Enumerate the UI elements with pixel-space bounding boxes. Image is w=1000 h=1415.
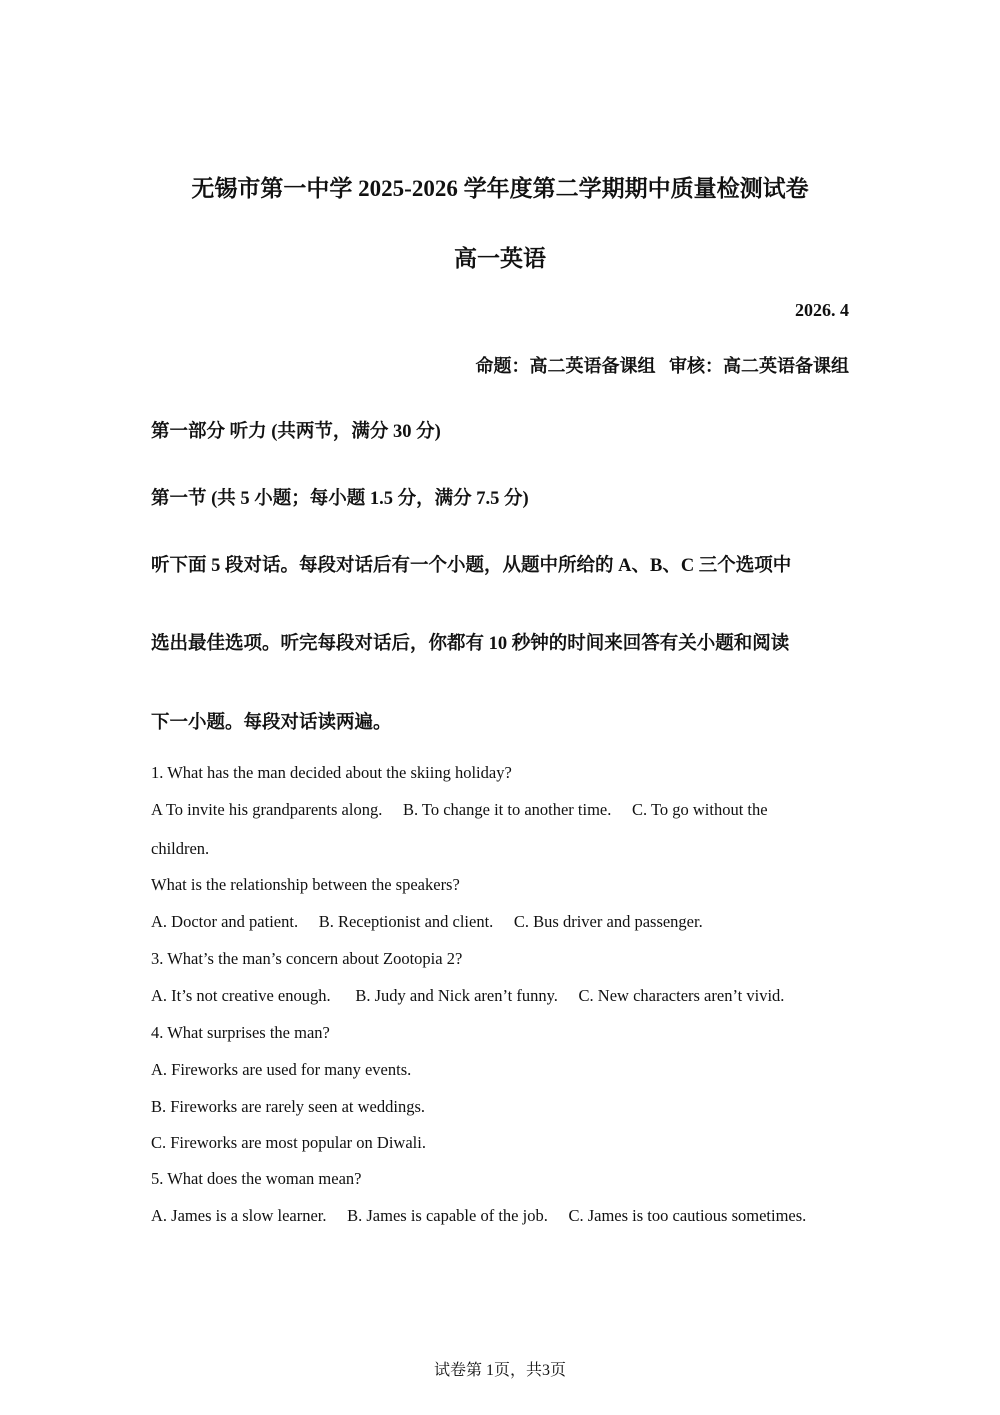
question-line: B. Fireworks are rarely seen at weddings.: [151, 1097, 425, 1116]
instructions-line: 选出最佳选项。听完每段对话后，你都有 10 秒钟的时间来回答有关小题和阅读: [151, 634, 790, 654]
question-line: A. James is a slow learner. B. James is capable of the job. C. James is too cautious sometimes.: [151, 1206, 807, 1225]
question-line: What is the relationship between the speakers?: [151, 875, 460, 894]
exam-authors: 命题：高二英语备课组 审核：高二英语备课组: [475, 356, 849, 376]
question-line: A To invite his grandparents along. B. To change it to another time. C. To go without the: [151, 800, 768, 819]
question-line: A. It’s not creative enough. B. Judy and Nick aren’t funny. C. New characters aren’t vivid.: [151, 986, 785, 1005]
question-line: A. Fireworks are used for many events.: [151, 1060, 412, 1079]
question-line: children.: [151, 839, 210, 858]
exam-title: 无锡市第一中学 2025-2026 学年度第二学期期中质量检测试卷: [191, 176, 809, 201]
section-heading: 第一节 (共 5 小题；每小题 1.5 分，满分 7.5 分): [151, 489, 529, 509]
instructions-line: 下一小题。每段对话读两遍。: [151, 713, 392, 733]
exam-subject: 高一英语: [454, 246, 546, 271]
question-line: 4. What surprises the man?: [151, 1023, 330, 1042]
part-heading: 第一部分 听力 (共两节，满分 30 分): [151, 422, 441, 442]
question-line: 1. What has the man decided about the skiing holiday?: [151, 763, 512, 782]
instructions-line: 听下面 5 段对话。每段对话后有一个小题，从题中所给的 A、B、C 三个选项中: [151, 556, 792, 576]
question-line: 5. What does the woman mean?: [151, 1169, 362, 1188]
question-line: 3. What’s the man’s concern about Zootopia 2?: [151, 949, 463, 968]
page-footer: 试卷第 1页，共3页: [433, 1362, 566, 1379]
exam-date: 2026. 4: [795, 300, 849, 320]
question-line: C. Fireworks are most popular on Diwali.: [151, 1133, 426, 1152]
question-line: A. Doctor and patient. B. Receptionist and client. C. Bus driver and passenger.: [151, 912, 703, 931]
